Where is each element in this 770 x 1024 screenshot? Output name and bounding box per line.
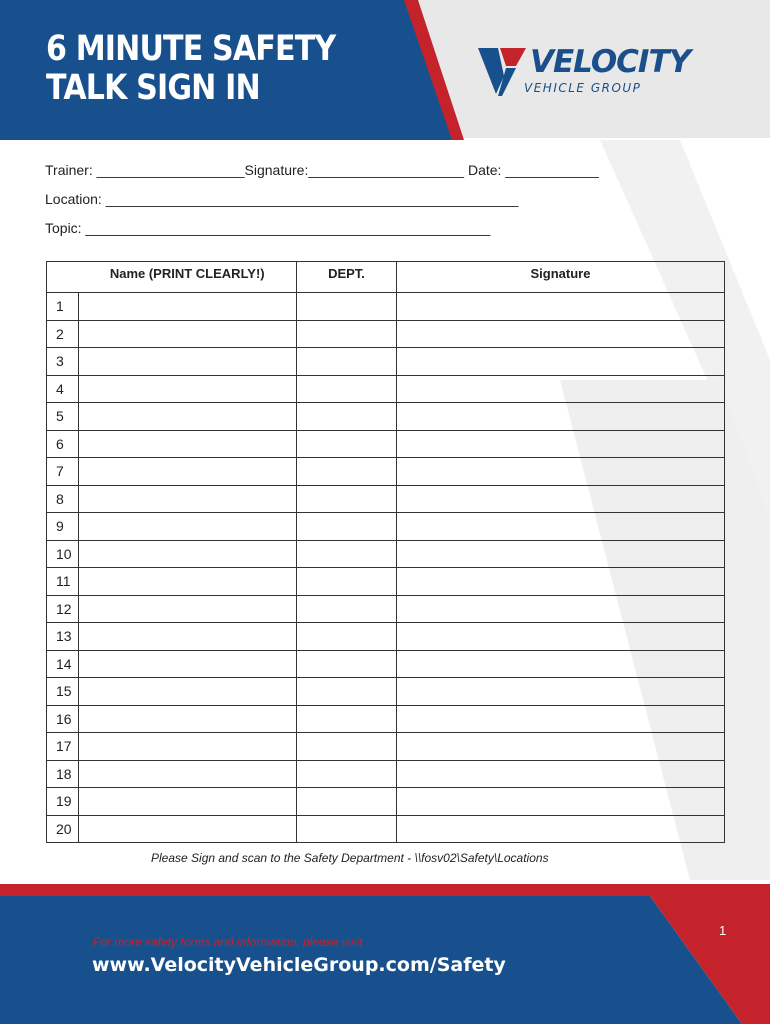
dept-cell[interactable] — [297, 320, 397, 348]
name-cell[interactable] — [79, 815, 297, 843]
sign-in-table — [46, 261, 725, 843]
name-cell[interactable] — [79, 678, 297, 706]
dept-cell[interactable] — [297, 403, 397, 431]
dept-cell[interactable] — [297, 568, 397, 596]
header-dept: DEPT. — [297, 262, 397, 293]
signature-cell[interactable] — [397, 375, 725, 403]
name-cell[interactable] — [79, 733, 297, 761]
signature-cell[interactable] — [397, 815, 725, 843]
signature-cell[interactable] — [397, 568, 725, 596]
name-cell[interactable] — [79, 320, 297, 348]
signature-cell[interactable] — [397, 733, 725, 761]
title-line-1: 6 MINUTE SAFETY — [46, 29, 336, 69]
table-row — [47, 650, 725, 678]
name-cell[interactable] — [79, 595, 297, 623]
dept-cell[interactable] — [297, 293, 397, 321]
page-number: 1 — [719, 923, 727, 938]
signature-cell[interactable] — [397, 595, 725, 623]
dept-cell[interactable] — [297, 815, 397, 843]
page-title — [46, 30, 335, 108]
row-number: 11 — [47, 568, 79, 596]
row-number: 16 — [47, 705, 79, 733]
title-line-2: TALK SIGN IN — [46, 68, 260, 108]
signature-cell[interactable] — [397, 348, 725, 376]
dept-cell[interactable] — [297, 595, 397, 623]
location-line[interactable]: Location: _____________________________________________________ — [45, 191, 519, 207]
row-number: 14 — [47, 650, 79, 678]
row-number: 17 — [47, 733, 79, 761]
signature-cell[interactable] — [397, 458, 725, 486]
row-number: 6 — [47, 430, 79, 458]
scan-instruction-note: Please Sign and scan to the Safety Department - \\fosv02\Safety\Locations — [151, 851, 549, 865]
row-number: 20 — [47, 815, 79, 843]
header-signature: Signature — [397, 262, 725, 293]
table-row — [47, 705, 725, 733]
signature-cell[interactable] — [397, 403, 725, 431]
name-cell[interactable] — [79, 485, 297, 513]
logo-subtext: VEHICLE GROUP — [524, 81, 642, 95]
velocity-logo — [478, 44, 728, 100]
row-number: 7 — [47, 458, 79, 486]
table-row — [47, 678, 725, 706]
row-number: 5 — [47, 403, 79, 431]
table-row — [47, 458, 725, 486]
logo-text: VELOCITY — [530, 44, 691, 80]
table-row — [47, 485, 725, 513]
dept-cell[interactable] — [297, 540, 397, 568]
signature-cell[interactable] — [397, 430, 725, 458]
name-cell[interactable] — [79, 623, 297, 651]
table-row — [47, 540, 725, 568]
name-cell[interactable] — [79, 403, 297, 431]
table-row — [47, 513, 725, 541]
signature-cell[interactable] — [397, 760, 725, 788]
row-number: 12 — [47, 595, 79, 623]
table-row — [47, 568, 725, 596]
signature-cell[interactable] — [397, 485, 725, 513]
dept-cell[interactable] — [297, 788, 397, 816]
header-blank — [47, 262, 79, 293]
table-row — [47, 760, 725, 788]
row-number: 3 — [47, 348, 79, 376]
row-number: 9 — [47, 513, 79, 541]
row-number: 18 — [47, 760, 79, 788]
row-number: 2 — [47, 320, 79, 348]
dept-cell[interactable] — [297, 760, 397, 788]
row-number: 8 — [47, 485, 79, 513]
name-cell[interactable] — [79, 568, 297, 596]
dept-cell[interactable] — [297, 650, 397, 678]
row-number: 10 — [47, 540, 79, 568]
signature-cell[interactable] — [397, 678, 725, 706]
footer-info-text: For more safety forms and information, please visit — [93, 935, 363, 949]
table-row — [47, 733, 725, 761]
table-row — [47, 623, 725, 651]
dept-cell[interactable] — [297, 513, 397, 541]
dept-cell[interactable] — [297, 678, 397, 706]
table-header-row — [47, 262, 725, 293]
table-row — [47, 320, 725, 348]
table-row — [47, 595, 725, 623]
table-row — [47, 815, 725, 843]
signature-cell[interactable] — [397, 705, 725, 733]
name-cell[interactable] — [79, 458, 297, 486]
table-row — [47, 375, 725, 403]
dept-cell[interactable] — [297, 733, 397, 761]
velocity-logo-icon — [478, 46, 526, 96]
name-cell[interactable] — [79, 788, 297, 816]
row-number: 15 — [47, 678, 79, 706]
name-cell[interactable] — [79, 430, 297, 458]
name-cell[interactable] — [79, 540, 297, 568]
footer-url-link[interactable]: www.VelocityVehicleGroup.com/Safety — [92, 954, 506, 976]
name-cell[interactable] — [79, 705, 297, 733]
name-cell[interactable] — [79, 650, 297, 678]
name-cell[interactable] — [79, 375, 297, 403]
signature-cell[interactable] — [397, 650, 725, 678]
dept-cell[interactable] — [297, 458, 397, 486]
dept-cell[interactable] — [297, 705, 397, 733]
dept-cell[interactable] — [297, 348, 397, 376]
table-row — [47, 293, 725, 321]
row-number: 19 — [47, 788, 79, 816]
row-number: 4 — [47, 375, 79, 403]
signature-cell[interactable] — [397, 513, 725, 541]
name-cell[interactable] — [79, 760, 297, 788]
signature-cell[interactable] — [397, 320, 725, 348]
dept-cell[interactable] — [297, 430, 397, 458]
table-row — [47, 403, 725, 431]
topic-line[interactable]: Topic: ____________________________________________________ — [45, 220, 491, 236]
name-cell[interactable] — [79, 293, 297, 321]
row-number: 13 — [47, 623, 79, 651]
row-number: 1 — [47, 293, 79, 321]
header-name: Name (PRINT CLEARLY!) — [79, 262, 297, 293]
dept-cell[interactable] — [297, 623, 397, 651]
table-row — [47, 788, 725, 816]
name-cell[interactable] — [79, 348, 297, 376]
signature-cell[interactable] — [397, 788, 725, 816]
dept-cell[interactable] — [297, 375, 397, 403]
table-row — [47, 348, 725, 376]
signature-cell[interactable] — [397, 293, 725, 321]
table-row — [47, 430, 725, 458]
dept-cell[interactable] — [297, 485, 397, 513]
trainer-signature-date-line[interactable]: Trainer: ___________________Signature:____________________ Date: ____________ — [45, 162, 599, 178]
signature-cell[interactable] — [397, 623, 725, 651]
signature-cell[interactable] — [397, 540, 725, 568]
name-cell[interactable] — [79, 513, 297, 541]
